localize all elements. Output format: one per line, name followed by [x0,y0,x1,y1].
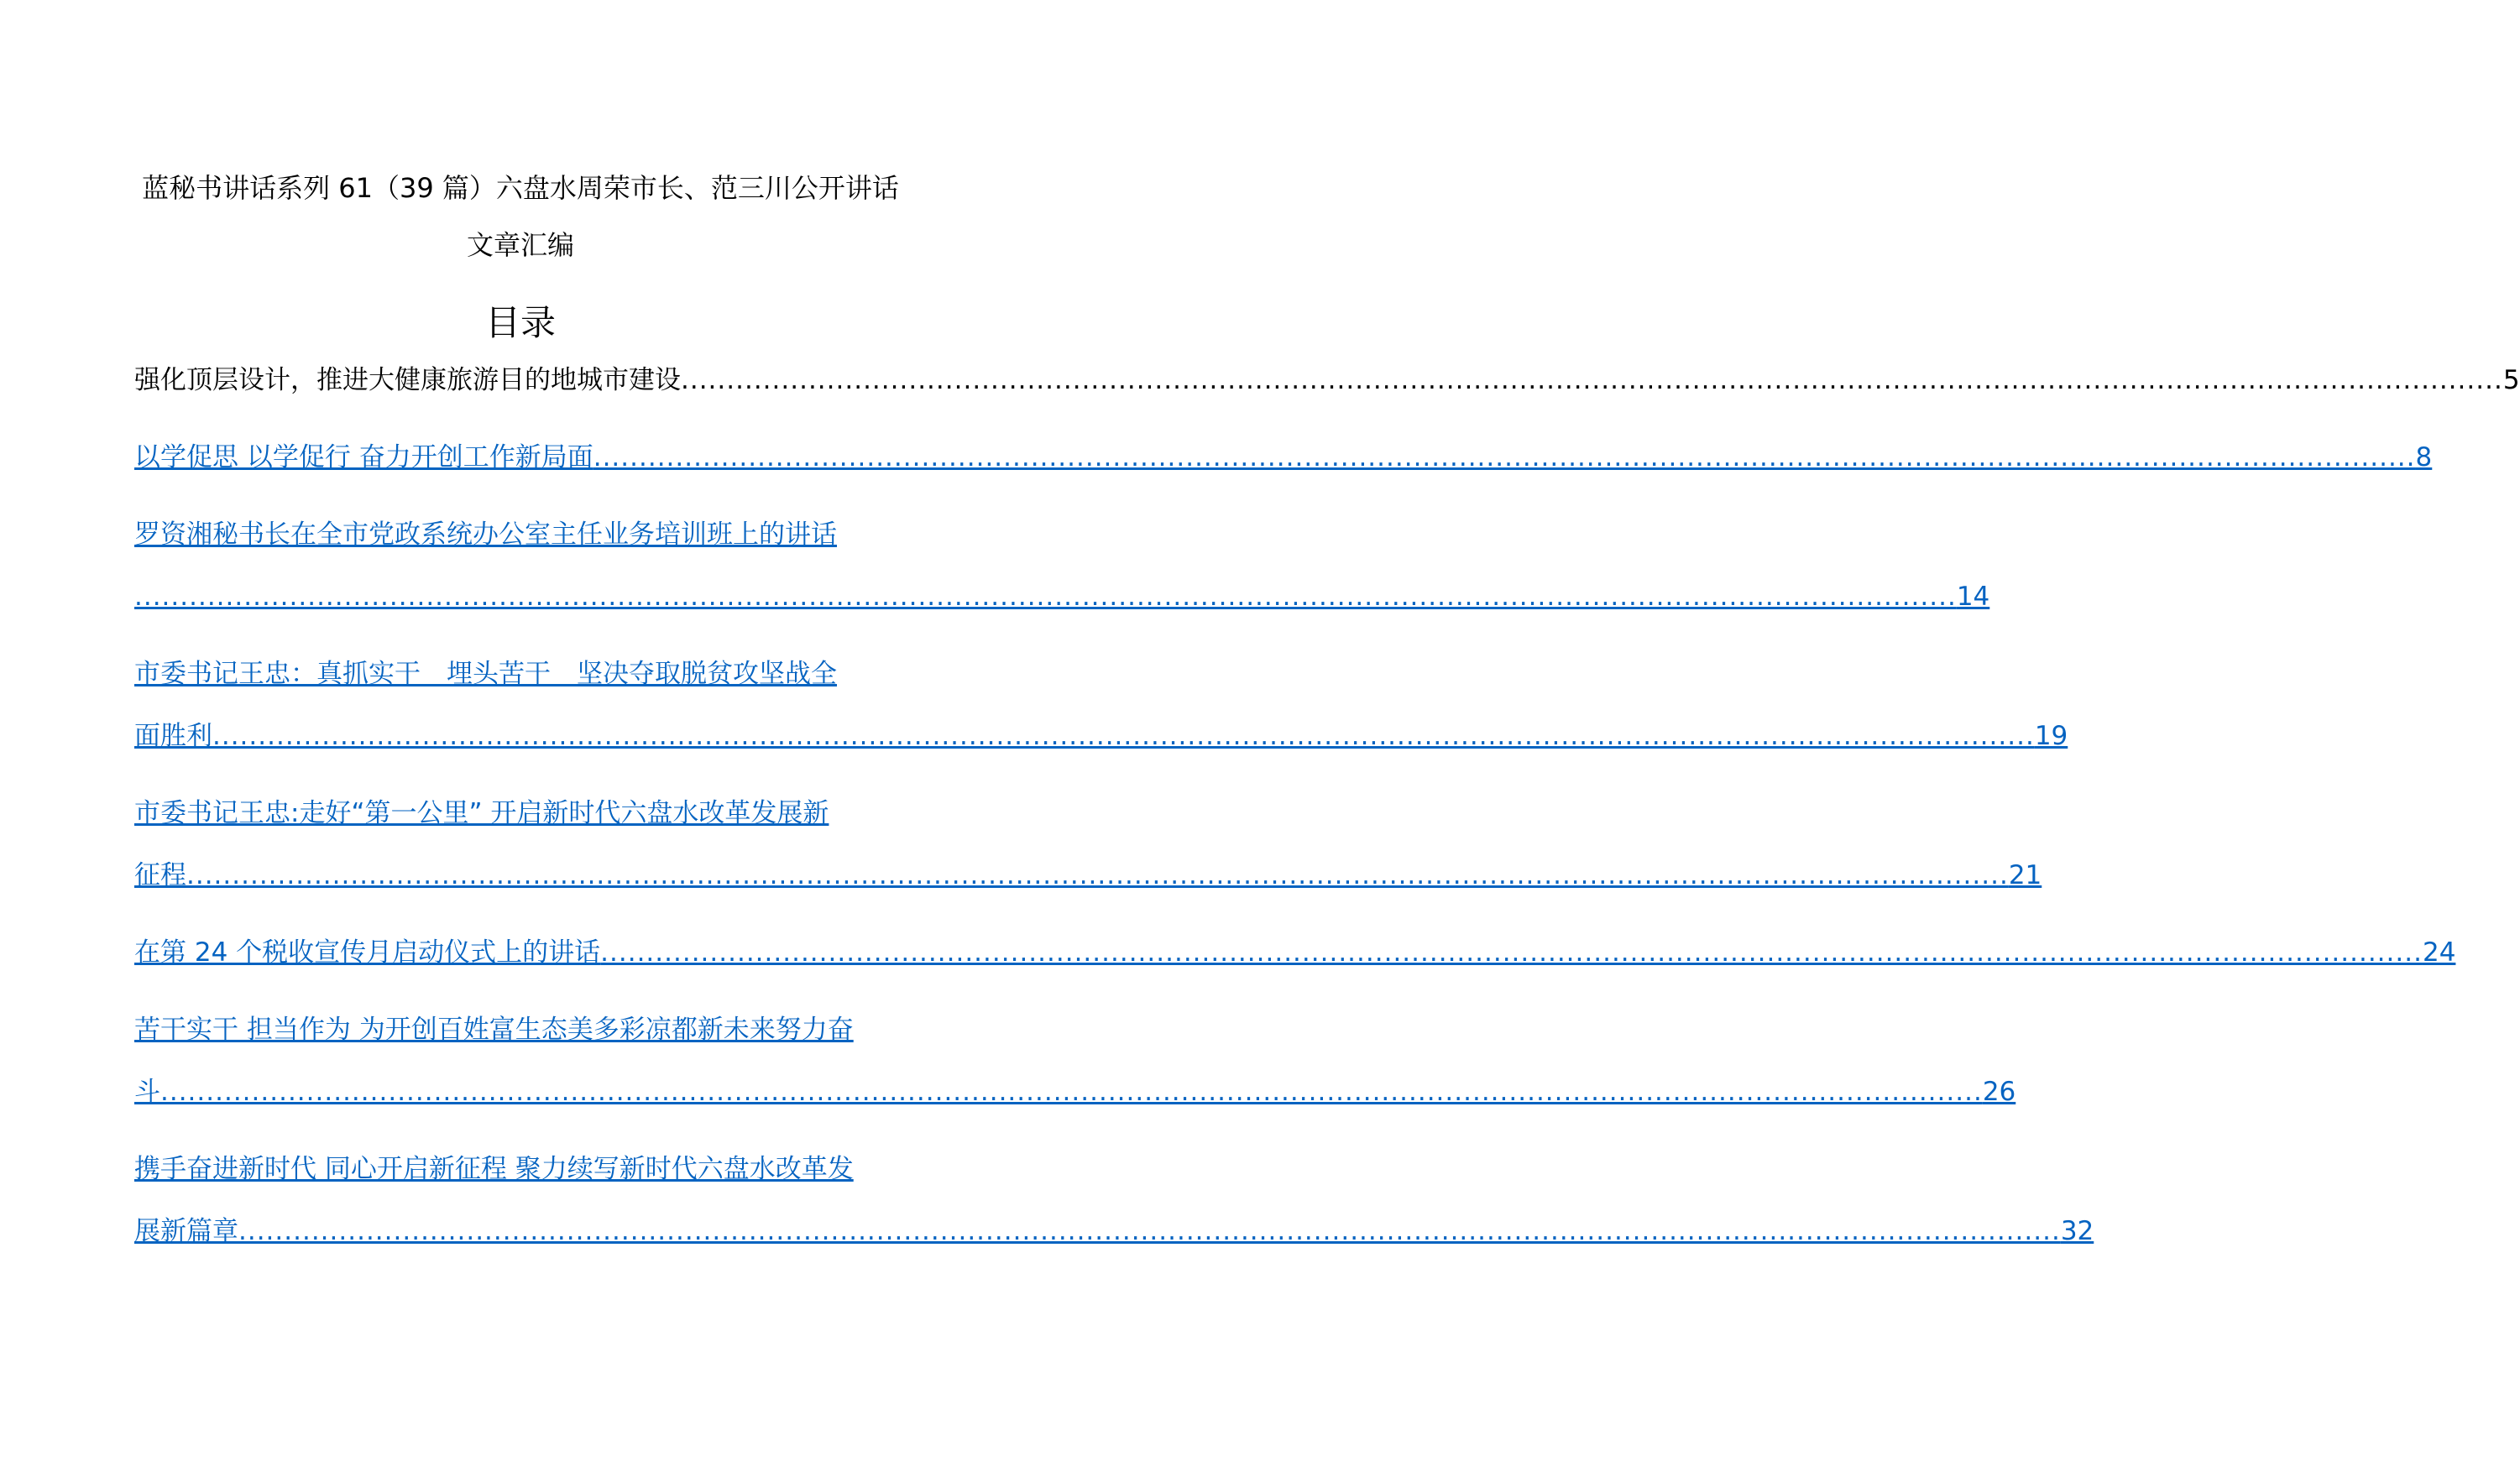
toc-entry-title-continued: 面胜利 [134,721,212,751]
toc-entry-1[interactable] [134,349,2520,411]
toc-entry-title-continued: 斗 [134,1077,160,1107]
toc-entry-title-continued: 展新篇章 [134,1216,238,1246]
toc-entry-4[interactable] [134,643,2068,767]
toc-leader-dots: ........................................................................................................................................................................................................ [186,860,2009,890]
toc-entry-page: 21 [2008,860,2042,890]
toc-entry-page: 14 [1956,582,1990,612]
toc-entry-title: 强化顶层设计，推进大健康旅游目的地城市建设 [134,365,681,395]
toc-entry-5[interactable] [134,782,2042,906]
toc-leader-dots: ........................................................................................................................................................................................................ [593,442,2416,472]
toc-entry-title: 市委书记王忠：真抓实干 埋头苦干 坚决夺取脱贫攻坚战全 [134,659,837,689]
toc-entry-title: 以学促思 以学促行 奋力开创工作新局面 [134,442,593,472]
toc-entry-page: 8 [2415,442,2433,472]
toc-entry-title: 在第 24 个税收宣传月启动仪式上的讲话 [134,937,601,968]
toc-entry-3[interactable] [134,504,1990,628]
toc-heading: 目录 [484,302,556,343]
toc-entry-page: 5 [2502,365,2520,395]
toc-entry-title-continued: 征程 [134,860,186,890]
toc-entry-title: 苦干实干 担当作为 为开创百姓富生态美多彩凉都新未来努力奋 [134,1015,854,1045]
toc-entry-title: 携手奋进新时代 同心开启新征程 聚力续写新时代六盘水改革发 [134,1154,854,1184]
toc-entry-page: 19 [2034,721,2068,751]
toc-leader-dots: ........................................................................................................................................................................................................ [160,1077,1983,1107]
toc-entry-2[interactable] [134,426,2433,488]
toc-entry-title: 市委书记王忠:走好“第一公里” 开启新时代六盘水改革发展新 [134,798,829,828]
toc-entry-page: 32 [2060,1216,2094,1246]
toc-entry-8[interactable] [134,1138,2094,1262]
toc-leader-dots: ........................................................................................................................................................................................................ [238,1216,2061,1246]
toc-leader-dots: ........................................................................................................................................................................................................ [212,721,2035,751]
toc-leader-dots: ........................................................................................................................................................................................................ [600,937,2423,968]
toc-entry-title: 罗资湘秘书长在全市党政系统办公室主任业务培训班上的讲话 [134,519,837,550]
document-title-line1: 蓝秘书讲话系列 61（39 篇）六盘水周荣市长、范三川公开讲话 [142,172,899,204]
toc-entry-7[interactable] [134,999,2016,1123]
toc-entry-6[interactable] [134,921,2456,984]
document-title [118,159,923,274]
toc-leader-dots: ........................................................................................................................................................................................................ [681,365,2503,395]
toc-entry-page: 26 [1982,1077,2016,1107]
toc-entry-page: 24 [2422,937,2456,968]
toc-leader-dots: ........................................................................................................................................................................................................ [134,582,1957,612]
document-title-line2: 文章汇编 [466,229,574,261]
